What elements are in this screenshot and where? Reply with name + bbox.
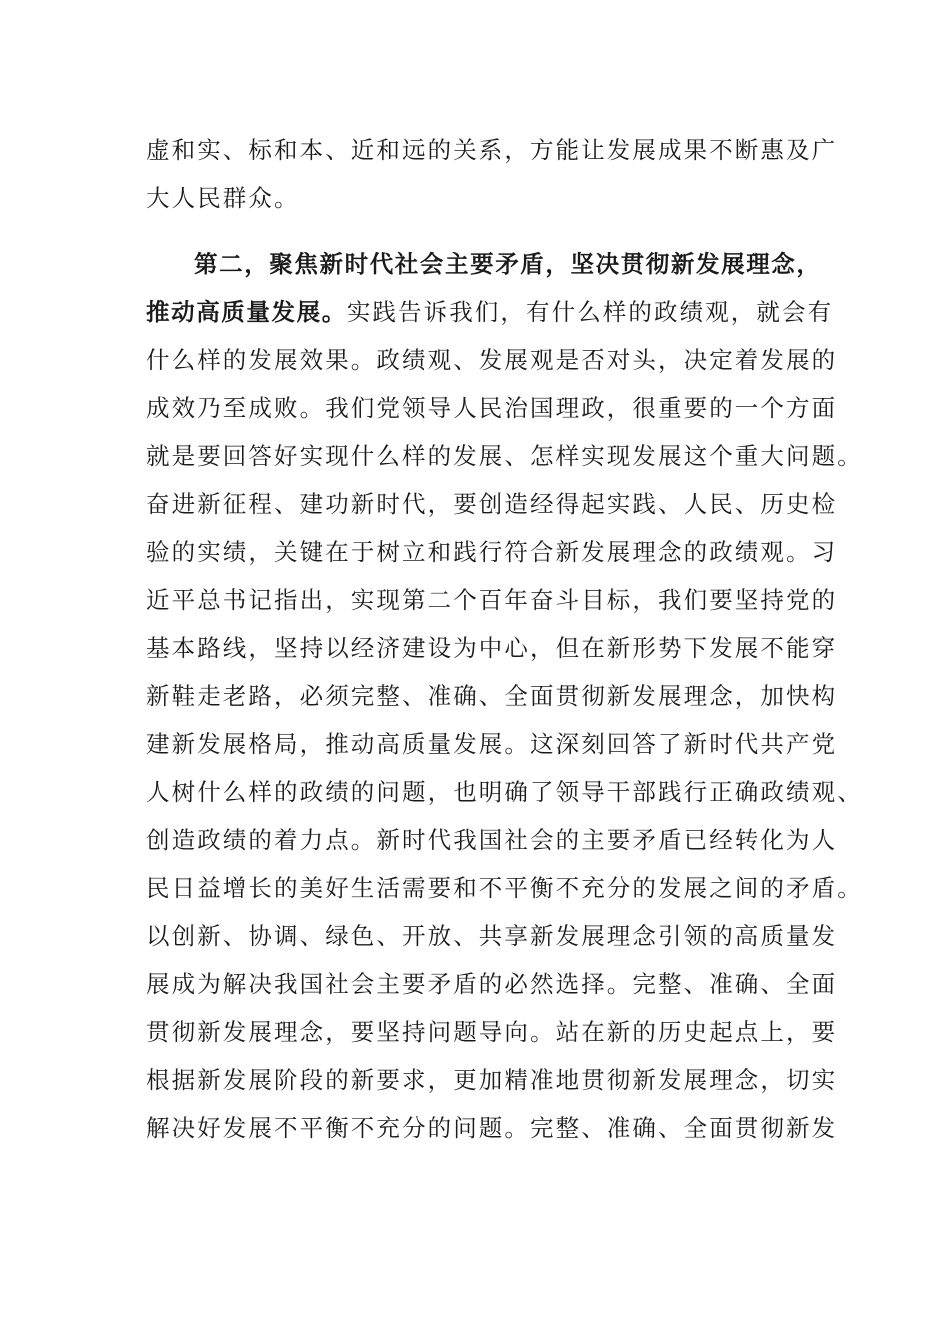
text-line: 成效乃至成败。我们党领导人民治国理政，很重要的一个方面 [146, 394, 838, 422]
text-line: 什么样的发展效果。政绩观、发展观是否对头，决定着发展的 [146, 346, 838, 374]
text-run: 实践告诉我们，有什么样的政绩观，就会有 [346, 298, 834, 326]
text-line: 民日益增长的美好生活需要和不平衡不充分的发展之间的矛盾。 [146, 874, 863, 902]
text-line: 虚和实、标和本、近和远的关系，方能让发展成果不断惠及广 [146, 136, 838, 164]
text-line: 根据新发展阶段的新要求，更加精准地贯彻新发展理念，切实 [146, 1066, 838, 1094]
text-line: 验的实绩，关键在于树立和践行符合新发展理念的政绩观。习 [146, 538, 838, 566]
text-line: 基本路线，坚持以经济建设为中心，但在新形势下发展不能穿 [146, 634, 838, 662]
text-line: 展成为解决我国社会主要矛盾的必然选择。完整、准确、全面 [146, 970, 838, 998]
text-line: 新鞋走老路，必须完整、准确、全面贯彻新发展理念，加快构 [146, 682, 838, 710]
text-line: 创造政绩的着力点。新时代我国社会的主要矛盾已经转化为人 [146, 826, 838, 854]
text-line: 人树什么样的政绩的问题，也明确了领导干部践行正确政绩观、 [146, 778, 863, 806]
paragraph-2 [146, 240, 863, 1152]
text-line: 建新发展格局，推动高质量发展。这深刻回答了新时代共产党 [146, 730, 838, 758]
text-line: 大人民群众。 [146, 184, 300, 212]
document-body [146, 126, 863, 1152]
text-line: 贯彻新发展理念，要坚持问题导向。站在新的历史起点上，要 [146, 1018, 838, 1046]
text-line: 就是要回答好实现什么样的发展、怎样实现发展这个重大问题。 [146, 442, 863, 470]
section-heading: 第二，聚焦新时代社会主要矛盾，坚决贯彻新发展理念， [194, 250, 822, 278]
text-line: 近平总书记指出，实现第二个百年奋斗目标，我们要坚持党的 [146, 586, 838, 614]
text-line: 以创新、协调、绿色、开放、共享新发展理念引领的高质量发 [146, 922, 838, 950]
text-line: 解决好发展不平衡不充分的问题。完整、准确、全面贯彻新发 [146, 1114, 838, 1142]
paragraph-1 [146, 126, 838, 222]
text-line: 奋进新征程、建功新时代，要创造经得起实践、人民、历史检 [146, 490, 838, 518]
paragraph-gap [146, 222, 806, 240]
text-line [146, 288, 834, 336]
section-heading-continued: 推动高质量发展。 [146, 298, 347, 326]
